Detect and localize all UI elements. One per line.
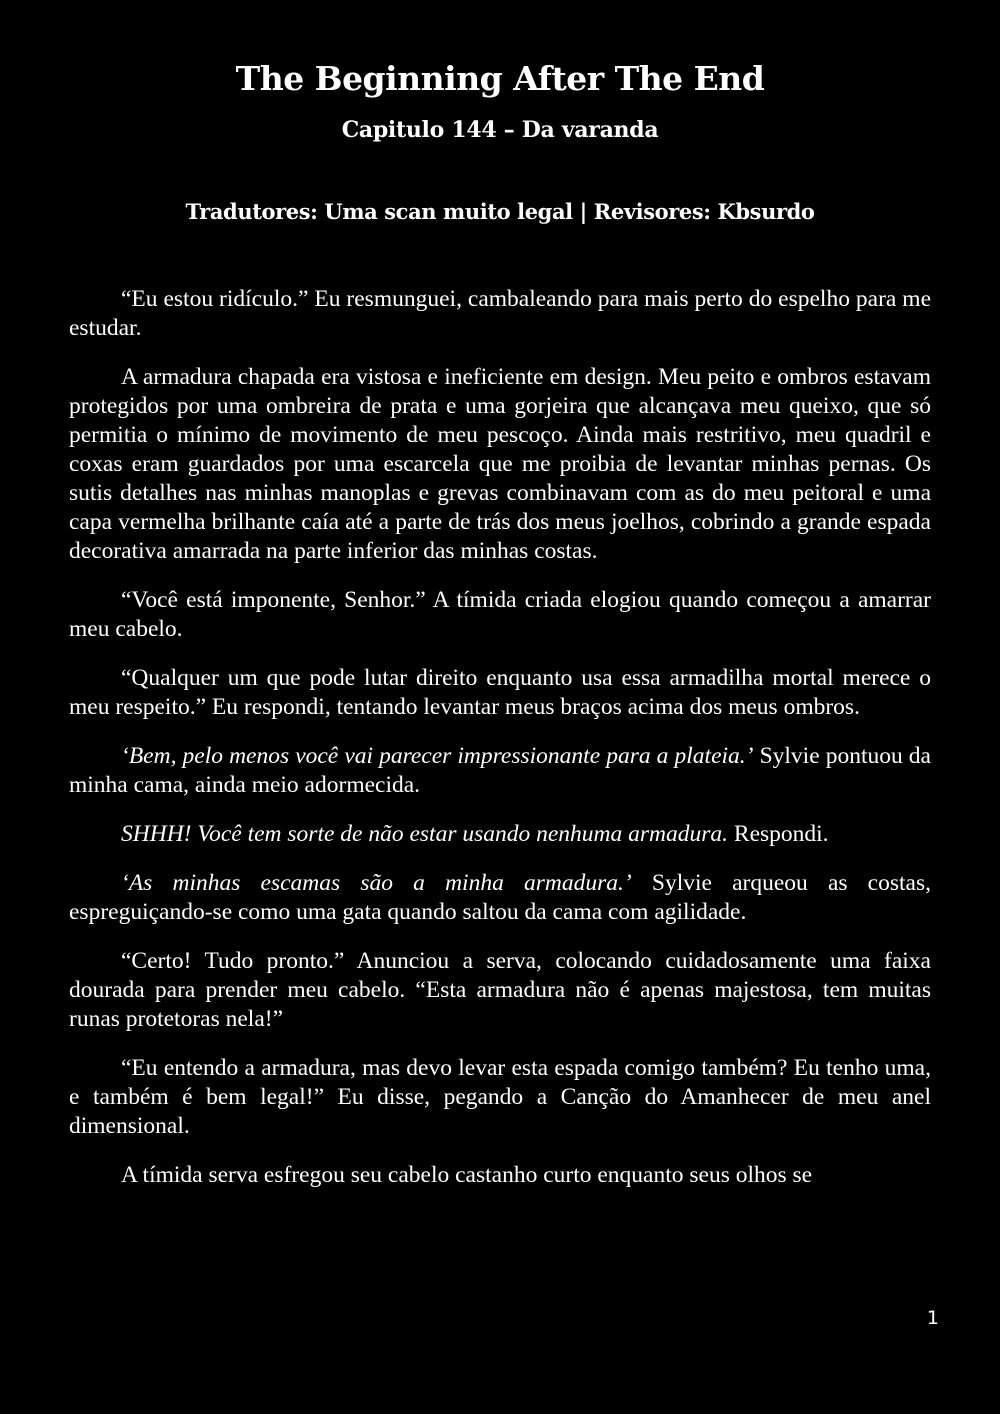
chapter-body [69, 285, 931, 1210]
document-title: The Beginning After The End [235, 59, 765, 98]
paragraph-3: “Você está imponente, Senhor.” A tímida criada elogiou quando começou a amarrar meu cabelo. [69, 587, 931, 642]
paragraph-4: “Qualquer um que pode lutar direito enquanto usa essa armadilha mortal merece o meu respeito.” Eu respondi, tentando levantar meus braços acima dos meus ombros. [69, 665, 931, 720]
paragraph-1: “Eu estou ridículo.” Eu resmunguei, cambaleando para mais perto do espelho para me estudar. [69, 286, 931, 341]
paragraph-9: “Eu entendo a armadura, mas devo levar esta espada comigo também? Eu tenho uma, e também é bem legal!” Eu disse, pegando a Canção do Amanhecer de meu anel dimensional. [69, 1055, 931, 1139]
paragraph-5: ‘Bem, pelo menos você vai parecer impressionante para a plateia.’ Sylvie pontuou da minha cama, ainda meio adormecida. [69, 743, 931, 798]
telepathic-speech: ‘Bem, pelo menos você vai parecer impressionante para a plateia.’ [121, 743, 754, 769]
chapter-title: Capitulo 144 – Da varanda [341, 117, 659, 143]
telepathic-speech: ‘As minhas escamas são a minha armadura.’ [121, 870, 632, 896]
paragraph-7: ‘As minhas escamas são a minha armadura.’ Sylvie arqueou as costas, espreguiçando-se como uma gata quando saltou da cama com agilidade. [69, 870, 931, 925]
paragraph-10: A tímida serva esfregou seu cabelo castanho curto enquanto seus olhos se [121, 1162, 813, 1188]
page-number: 1 [926, 1307, 939, 1329]
paragraph-6: SHHH! Você tem sorte de não estar usando nenhuma armadura. Respondi. [121, 821, 829, 847]
paragraph-8: “Certo! Tudo pronto.” Anunciou a serva, colocando cuidadosamente uma faixa dourada para prender meu cabelo. “Esta armadura não é apenas majestosa, tem muitas runas protetoras nela!” [69, 948, 931, 1032]
credits-line: Tradutores: Uma scan muito legal | Revisores: Kbsurdo [185, 199, 815, 224]
paragraph-2: A armadura chapada era vistosa e ineficiente em design. Meu peito e ombros estavam protegidos por uma ombreira de prata e uma gorjeira que alcançava meu queixo, que só permitia o mínimo de movimento de meu pescoço. Ainda mais restritivo, meu quadril e coxas eram guardados por uma escarcela que me proibia de levantar minhas pernas. Os sutis detalhes nas minhas manoplas e grevas combinavam com as do meu peitoral e uma capa vermelha brilhante caía até a parte de trás dos meus joelhos, cobrindo a grande espada decorativa amarrada na parte inferior das minhas costas. [69, 364, 931, 564]
telepathic-speech: SHHH! Você tem sorte de não estar usando nenhuma armadura. [121, 821, 729, 847]
